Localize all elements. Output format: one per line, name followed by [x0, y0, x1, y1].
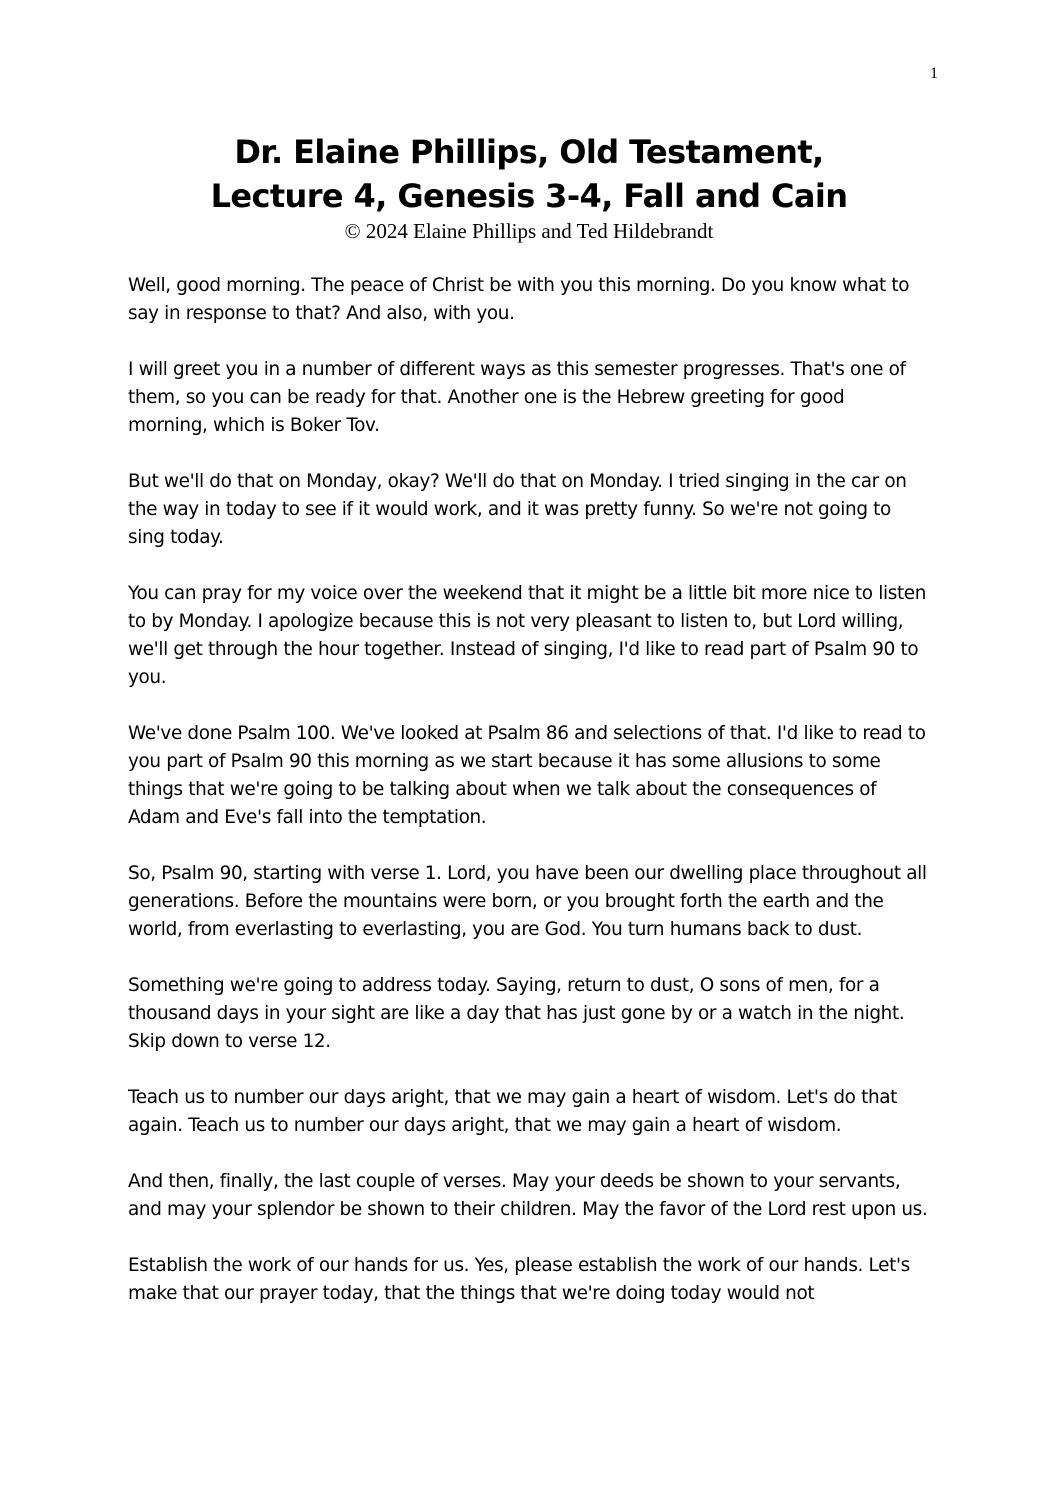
paragraph: We've done Psalm 100. We've looked at Psalm 86 and selections of that. I'd like to read to you part of Psalm 90 this morning as we start because it has some allusions to some things that we're going to be talking about when we talk about the consequences of Adam and Eve's fall into the temptation. — [128, 723, 926, 828]
paragraph: I will greet you in a number of different ways as this semester progresses. That's one of them, so you can be ready for that. Another one is the Hebrew greeting for good morning, which is Boker Tov. — [128, 359, 906, 436]
paragraph: Teach us to number our days aright, that we may gain a heart of wisdom. Let's do that again. Teach us to number our days aright, that we may gain a heart of wisdom. — [128, 1087, 898, 1136]
paragraph: Establish the work of our hands for us. Yes, please establish the work of our hands. Let's make that our prayer today, that the things that we're doing today would not — [128, 1255, 910, 1304]
paragraph: And then, finally, the last couple of verses. May your deeds be shown to your servants, and may your splendor be shown to their children. May the favor of the Lord rest upon us. — [128, 1171, 928, 1220]
paragraph: You can pray for my voice over the weekend that it might be a little bit more nice to listen to by Monday. I apologize because this is not very pleasant to listen to, but Lord willing, we'll get through the hour together. Instead of singing, I'd like to read part of Psalm 90 to you. — [128, 583, 927, 688]
copyright-notice: © 2024 Elaine Phillips and Ted Hildebrandt — [344, 219, 714, 243]
document-title-line-1: Dr. Elaine Phillips, Old Testament, — [234, 133, 824, 171]
paragraph: But we'll do that on Monday, okay? We'll do that on Monday. I tried singing in the car on the way in today to see if it would work, and it was pretty funny. So we're not going to sing today. — [128, 471, 907, 548]
paragraph: Well, good morning. The peace of Christ be with you this morning. Do you know what to say in response to that? And also, with you. — [128, 275, 910, 324]
transcript-body — [128, 272, 928, 1336]
document-header — [0, 130, 1058, 244]
paragraph: Something we're going to address today. Saying, return to dust, O sons of men, for a thousand days in your sight are like a day that has just gone by or a watch in the night. Skip down to verse 12. — [128, 975, 905, 1052]
document-title-line-2: Lecture 4, Genesis 3-4, Fall and Cain — [210, 177, 848, 215]
paragraph: So, Psalm 90, starting with verse 1. Lord, you have been our dwelling place throughout all generations. Before the mountains were born, or you brought forth the earth and the world, from everlasting to everlasting, you are God. You turn humans back to dust. — [128, 863, 927, 940]
page-number: 1 — [930, 65, 938, 82]
